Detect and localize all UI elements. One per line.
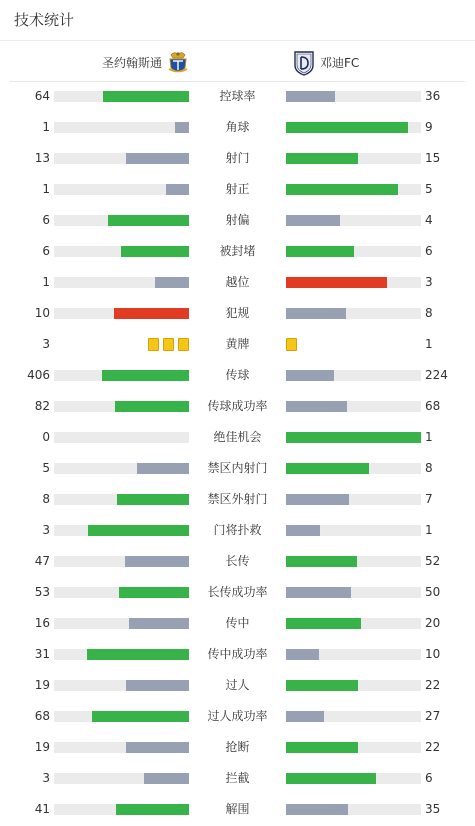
- away-bar-fill: [286, 215, 340, 226]
- home-bar-fill: [117, 494, 189, 505]
- away-value: 36: [425, 89, 441, 103]
- away-value: 1: [425, 337, 433, 351]
- home-value: 1: [42, 275, 50, 289]
- stat-row: [0, 453, 475, 484]
- stat-row: [0, 484, 475, 515]
- away-bar-fill: [286, 184, 398, 195]
- stat-row: [0, 639, 475, 670]
- stat-row: [0, 267, 475, 298]
- home-value: 64: [34, 89, 50, 103]
- away-team[interactable]: [292, 46, 359, 80]
- stat-label: 绝佳机会: [213, 430, 262, 444]
- away-bar-fill: [286, 680, 358, 691]
- stat-row: [0, 577, 475, 608]
- away-bar-fill: [286, 742, 358, 753]
- stat-label: 过人成功率: [207, 709, 268, 723]
- home-bar-track: [54, 618, 189, 629]
- home-bar-track: [54, 215, 189, 226]
- home-bar-fill: [121, 246, 189, 257]
- home-bar-fill: [116, 804, 189, 815]
- away-value: 8: [425, 461, 433, 475]
- page-title: 技术统计: [14, 11, 75, 29]
- home-team-name: 圣约翰斯通: [101, 56, 162, 70]
- away-value: 8: [425, 306, 433, 320]
- stat-label: 犯规: [225, 306, 250, 320]
- home-bar-fill: [115, 401, 189, 412]
- stat-row: [0, 732, 475, 763]
- home-bar-fill: [87, 649, 189, 660]
- away-value: 15: [425, 151, 441, 165]
- home-bar-fill: [108, 215, 189, 226]
- home-bar-fill: [126, 742, 189, 753]
- home-value: 19: [34, 740, 50, 754]
- home-value: 6: [42, 244, 50, 258]
- home-value: 1: [42, 120, 50, 134]
- away-bar-fill: [286, 401, 347, 412]
- stat-label: 射偏: [225, 213, 250, 227]
- stat-row: [0, 174, 475, 205]
- home-value: 19: [34, 678, 50, 692]
- away-team-name: 邓迪FC: [320, 56, 360, 70]
- home-value: 3: [42, 337, 50, 351]
- stat-label: 越位: [225, 275, 250, 289]
- away-value: 6: [425, 244, 433, 258]
- away-bar-track: [286, 587, 421, 598]
- away-value: 20: [425, 616, 441, 630]
- home-team[interactable]: [102, 46, 190, 80]
- away-bar-fill: [286, 773, 376, 784]
- away-bar-fill: [286, 587, 351, 598]
- home-value: 31: [34, 647, 50, 661]
- home-bar-track: [54, 773, 189, 784]
- away-bar-fill: [286, 804, 348, 815]
- away-bar-track: [286, 463, 421, 474]
- away-bar-track: [286, 649, 421, 660]
- home-bar-track: [54, 308, 189, 319]
- away-bar-fill: [286, 153, 358, 164]
- away-bar-fill: [286, 525, 320, 536]
- away-bar-fill: [286, 494, 349, 505]
- stat-row: [0, 794, 475, 825]
- stat-row: [0, 391, 475, 422]
- home-bar-fill: [126, 680, 189, 691]
- away-bar-fill: [286, 370, 334, 381]
- home-bar-track: [54, 649, 189, 660]
- home-bar-fill: [88, 525, 189, 536]
- away-bar-track: [286, 804, 421, 815]
- home-value: 406: [27, 368, 50, 382]
- away-value: 35: [425, 802, 441, 816]
- home-value: 8: [42, 492, 50, 506]
- dundee-crest-icon: [292, 50, 316, 76]
- away-bar-track: [286, 432, 421, 443]
- stat-row: [0, 236, 475, 267]
- home-bar-fill: [125, 556, 189, 567]
- yellow-card-icon: [178, 338, 189, 351]
- away-bar-fill: [286, 711, 324, 722]
- home-bar-fill: [166, 184, 189, 195]
- stat-row: [0, 546, 475, 577]
- stat-row: [0, 763, 475, 794]
- home-value: 82: [34, 399, 50, 413]
- yellow-card-icon: [148, 338, 159, 351]
- stat-label: 禁区外射门: [207, 492, 268, 506]
- home-value: 6: [42, 213, 50, 227]
- away-value: 52: [425, 554, 441, 568]
- away-bar-track: [286, 91, 421, 102]
- away-bar-fill: [286, 556, 357, 567]
- away-bar-track: [286, 742, 421, 753]
- stats-list: [0, 81, 475, 825]
- home-bar-fill: [155, 277, 189, 288]
- home-value: 5: [42, 461, 50, 475]
- header-divider: [0, 40, 475, 41]
- team-header: [10, 46, 465, 80]
- home-bar-track: [54, 680, 189, 691]
- home-value: 13: [34, 151, 50, 165]
- home-bar-track: [54, 711, 189, 722]
- home-bar-fill: [144, 773, 189, 784]
- home-bar-fill: [119, 587, 189, 598]
- away-value: 7: [425, 492, 433, 506]
- away-yellow-cards: [286, 338, 297, 351]
- home-value: 3: [42, 771, 50, 785]
- away-bar-track: [286, 680, 421, 691]
- stat-label: 解围: [225, 802, 250, 816]
- away-value: 22: [425, 678, 441, 692]
- away-value: 224: [425, 368, 448, 382]
- stat-row: [0, 143, 475, 174]
- stat-label: 角球: [225, 120, 250, 134]
- away-bar-track: [286, 711, 421, 722]
- stat-label: 传球成功率: [207, 399, 268, 413]
- stat-label: 射正: [225, 182, 250, 196]
- home-bar-track: [54, 91, 189, 102]
- stat-label: 被封堵: [219, 244, 256, 258]
- away-bar-track: [286, 215, 421, 226]
- home-bar-track: [54, 494, 189, 505]
- away-bar-fill: [286, 618, 361, 629]
- stat-row: [0, 701, 475, 732]
- stat-row: [0, 608, 475, 639]
- away-bar-track: [286, 308, 421, 319]
- away-value: 22: [425, 740, 441, 754]
- home-value: 0: [42, 430, 50, 444]
- away-value: 10: [425, 647, 441, 661]
- stat-label: 长传成功率: [207, 585, 268, 599]
- away-value: 27: [425, 709, 441, 723]
- away-bar-fill: [286, 91, 335, 102]
- away-bar-track: [286, 184, 421, 195]
- stat-row: [0, 112, 475, 143]
- away-bar-track: [286, 153, 421, 164]
- stat-label: 传中: [225, 616, 250, 630]
- home-yellow-cards: [148, 338, 189, 351]
- stat-row: [0, 360, 475, 391]
- stat-row: [0, 670, 475, 701]
- home-value: 1: [42, 182, 50, 196]
- home-bar-track: [54, 401, 189, 412]
- away-value: 68: [425, 399, 441, 413]
- home-bar-fill: [92, 711, 189, 722]
- home-value: 10: [34, 306, 50, 320]
- stat-row: [0, 515, 475, 546]
- home-value: 47: [34, 554, 50, 568]
- home-bar-fill: [126, 153, 189, 164]
- away-bar-track: [286, 556, 421, 567]
- away-bar-fill: [286, 432, 421, 443]
- home-bar-fill: [129, 618, 189, 629]
- home-bar-track: [54, 742, 189, 753]
- away-bar-track: [286, 494, 421, 505]
- home-bar-track: [54, 432, 189, 443]
- stat-label: 拦截: [225, 771, 250, 785]
- away-bar-track: [286, 401, 421, 412]
- stat-label: 射门: [225, 151, 250, 165]
- stat-row: [0, 205, 475, 236]
- away-value: 9: [425, 120, 433, 134]
- home-bar-track: [54, 184, 189, 195]
- stat-label: 黄牌: [225, 337, 250, 351]
- st-johnstone-crest-icon: [166, 50, 190, 76]
- away-bar-fill: [286, 122, 408, 133]
- away-bar-track: [286, 122, 421, 133]
- away-bar-track: [286, 370, 421, 381]
- away-value: 4: [425, 213, 433, 227]
- stat-row: [0, 298, 475, 329]
- home-bar-track: [54, 463, 189, 474]
- stat-label: 禁区内射门: [207, 461, 268, 475]
- home-bar-track: [54, 370, 189, 381]
- home-bar-track: [54, 153, 189, 164]
- away-bar-fill: [286, 649, 319, 660]
- home-bar-track: [54, 556, 189, 567]
- home-bar-track: [54, 804, 189, 815]
- home-bar-fill: [102, 370, 189, 381]
- stat-label: 抢断: [225, 740, 250, 754]
- away-bar-fill: [286, 463, 369, 474]
- yellow-card-icon: [163, 338, 174, 351]
- home-bar-fill: [103, 91, 189, 102]
- away-value: 50: [425, 585, 441, 599]
- home-bar-track: [54, 525, 189, 536]
- away-bar-track: [286, 525, 421, 536]
- yellow-card-icon: [286, 338, 297, 351]
- away-bar-fill: [286, 246, 354, 257]
- stat-label: 长传: [225, 554, 250, 568]
- stat-row: [0, 329, 475, 360]
- away-bar-track: [286, 618, 421, 629]
- home-value: 53: [34, 585, 50, 599]
- home-bar-track: [54, 246, 189, 257]
- away-bar-track: [286, 246, 421, 257]
- stat-label: 传球: [225, 368, 250, 382]
- stat-row: [0, 422, 475, 453]
- away-bar-track: [286, 277, 421, 288]
- home-bar-track: [54, 587, 189, 598]
- away-value: 1: [425, 523, 433, 537]
- stat-row: [0, 81, 475, 112]
- stat-label: 传中成功率: [207, 647, 268, 661]
- away-value: 3: [425, 275, 433, 289]
- home-bar-fill: [137, 463, 189, 474]
- away-value: 5: [425, 182, 433, 196]
- home-bar-fill: [175, 122, 189, 133]
- away-bar-fill: [286, 308, 346, 319]
- away-bar-fill: [286, 277, 387, 288]
- stat-label: 过人: [225, 678, 250, 692]
- stat-label: 控球率: [219, 89, 256, 103]
- away-value: 1: [425, 430, 433, 444]
- home-bar-track: [54, 122, 189, 133]
- home-value: 68: [34, 709, 50, 723]
- stat-label: 门将扑救: [213, 523, 262, 537]
- away-value: 6: [425, 771, 433, 785]
- home-bar-track: [54, 277, 189, 288]
- home-value: 3: [42, 523, 50, 537]
- home-value: 16: [34, 616, 50, 630]
- away-bar-track: [286, 773, 421, 784]
- home-bar-fill: [114, 308, 189, 319]
- home-value: 41: [34, 802, 50, 816]
